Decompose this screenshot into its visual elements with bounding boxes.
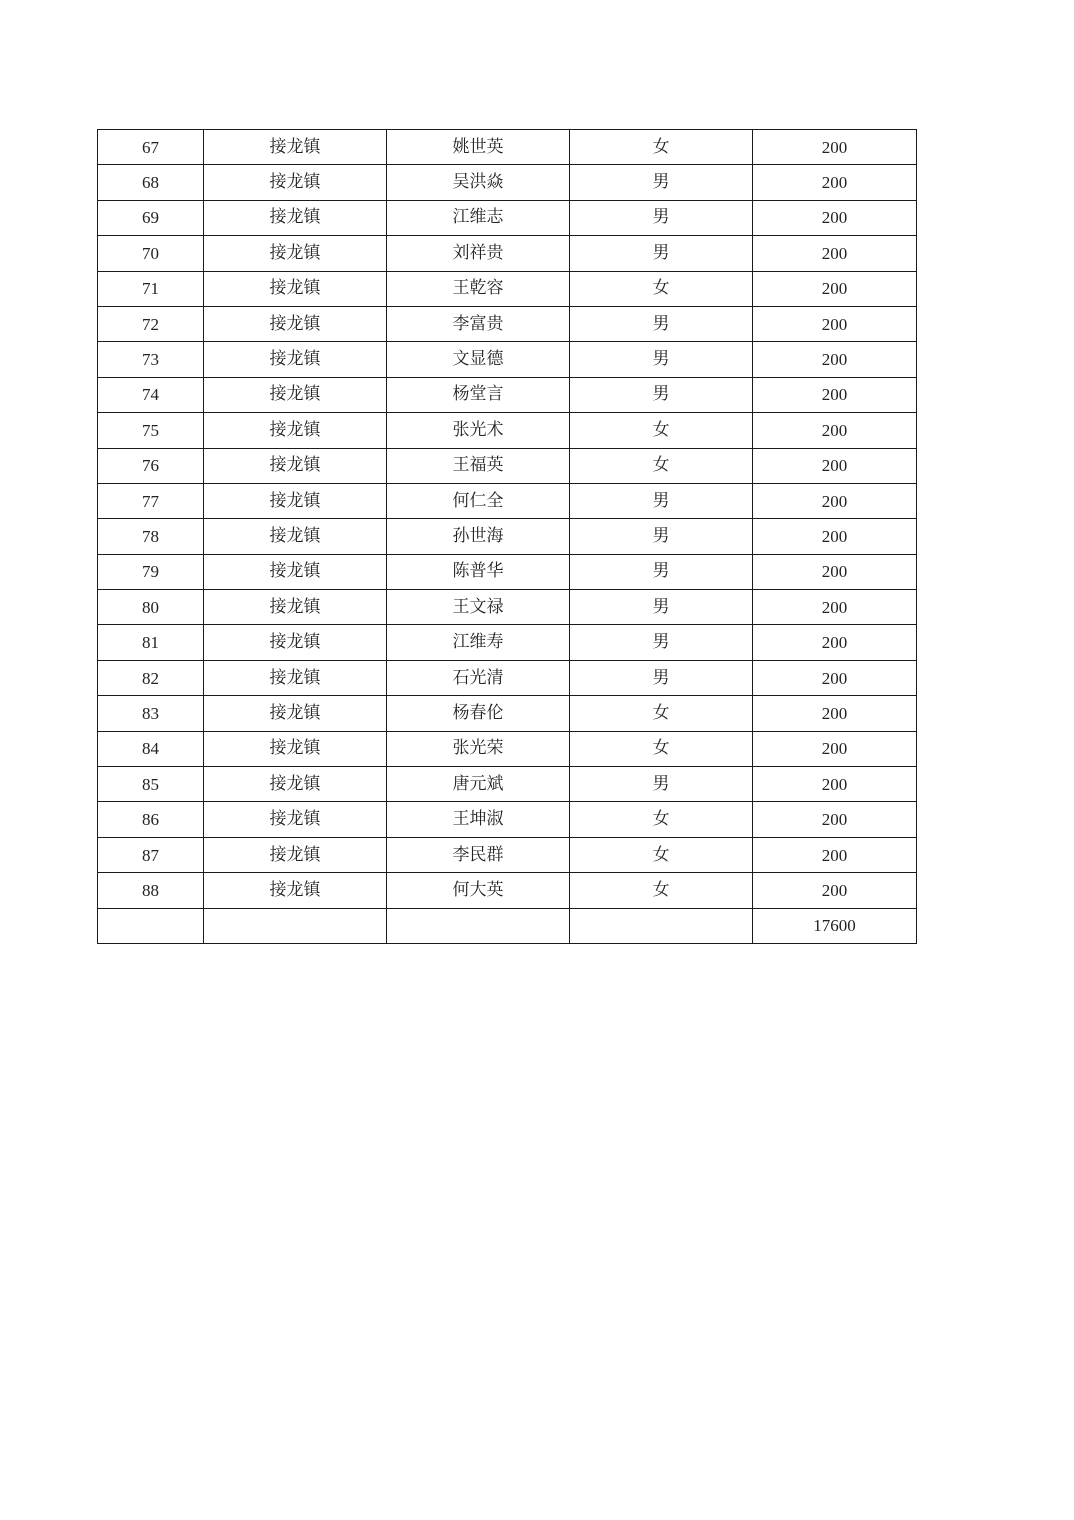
table-row	[98, 590, 917, 625]
table-row	[98, 413, 917, 448]
table-row	[98, 696, 917, 731]
row-number-cell: 84	[98, 731, 204, 766]
amount-cell: 200	[753, 165, 917, 200]
table-row	[98, 731, 917, 766]
person-name-cell: 唐元斌	[387, 767, 570, 802]
table-row	[98, 660, 917, 695]
person-name-cell: 杨春伦	[387, 696, 570, 731]
row-number-cell: 87	[98, 837, 204, 872]
town-cell: 接龙镇	[204, 696, 387, 731]
person-name-cell: 何大英	[387, 873, 570, 908]
town-cell: 接龙镇	[204, 483, 387, 518]
table-row	[98, 837, 917, 872]
total-town-cell	[204, 908, 387, 943]
town-cell: 接龙镇	[204, 767, 387, 802]
town-cell: 接龙镇	[204, 660, 387, 695]
town-cell: 接龙镇	[204, 200, 387, 235]
gender-cell: 女	[570, 837, 753, 872]
amount-cell: 200	[753, 448, 917, 483]
person-name-cell: 孙世海	[387, 519, 570, 554]
amount-cell: 200	[753, 130, 917, 165]
person-name-cell: 王坤淑	[387, 802, 570, 837]
amount-cell: 200	[753, 554, 917, 589]
table-row	[98, 236, 917, 271]
table-row	[98, 554, 917, 589]
town-cell: 接龙镇	[204, 590, 387, 625]
gender-cell: 女	[570, 873, 753, 908]
row-number-cell: 88	[98, 873, 204, 908]
town-cell: 接龙镇	[204, 342, 387, 377]
table-body	[98, 130, 917, 944]
amount-cell: 200	[753, 377, 917, 412]
table-row	[98, 200, 917, 235]
table-row	[98, 306, 917, 341]
amount-cell: 200	[753, 802, 917, 837]
gender-cell: 男	[570, 483, 753, 518]
amount-cell: 200	[753, 483, 917, 518]
table-row	[98, 271, 917, 306]
amount-cell: 200	[753, 767, 917, 802]
amount-cell: 200	[753, 200, 917, 235]
town-cell: 接龙镇	[204, 377, 387, 412]
person-name-cell: 王文禄	[387, 590, 570, 625]
gender-cell: 男	[570, 519, 753, 554]
town-cell: 接龙镇	[204, 873, 387, 908]
town-cell: 接龙镇	[204, 271, 387, 306]
gender-cell: 男	[570, 590, 753, 625]
gender-cell: 男	[570, 660, 753, 695]
row-number-cell: 72	[98, 306, 204, 341]
person-name-cell: 李富贵	[387, 306, 570, 341]
gender-cell: 女	[570, 130, 753, 165]
person-name-cell: 杨堂言	[387, 377, 570, 412]
row-number-cell: 86	[98, 802, 204, 837]
person-name-cell: 王福英	[387, 448, 570, 483]
town-cell: 接龙镇	[204, 413, 387, 448]
person-name-cell: 文显德	[387, 342, 570, 377]
town-cell: 接龙镇	[204, 165, 387, 200]
table-row	[98, 483, 917, 518]
total-gender-cell	[570, 908, 753, 943]
person-name-cell: 刘祥贵	[387, 236, 570, 271]
gender-cell: 女	[570, 696, 753, 731]
row-number-cell: 71	[98, 271, 204, 306]
table-row	[98, 377, 917, 412]
gender-cell: 女	[570, 271, 753, 306]
gender-cell: 女	[570, 448, 753, 483]
row-number-cell: 82	[98, 660, 204, 695]
table-row	[98, 873, 917, 908]
person-name-cell: 陈普华	[387, 554, 570, 589]
row-number-cell: 70	[98, 236, 204, 271]
amount-cell: 200	[753, 660, 917, 695]
person-name-cell: 王乾容	[387, 271, 570, 306]
town-cell: 接龙镇	[204, 731, 387, 766]
gender-cell: 男	[570, 767, 753, 802]
total-row	[98, 908, 917, 943]
gender-cell: 男	[570, 625, 753, 660]
amount-cell: 200	[753, 590, 917, 625]
town-cell: 接龙镇	[204, 448, 387, 483]
person-name-cell: 江维寿	[387, 625, 570, 660]
town-cell: 接龙镇	[204, 802, 387, 837]
amount-cell: 200	[753, 271, 917, 306]
gender-cell: 男	[570, 200, 753, 235]
row-number-cell: 73	[98, 342, 204, 377]
amount-cell: 200	[753, 519, 917, 554]
row-number-cell: 85	[98, 767, 204, 802]
town-cell: 接龙镇	[204, 554, 387, 589]
row-number-cell: 80	[98, 590, 204, 625]
table-row	[98, 802, 917, 837]
amount-cell: 200	[753, 696, 917, 731]
table-row	[98, 165, 917, 200]
person-name-cell: 李民群	[387, 837, 570, 872]
gender-cell: 男	[570, 342, 753, 377]
gender-cell: 男	[570, 236, 753, 271]
row-number-cell: 81	[98, 625, 204, 660]
row-number-cell: 77	[98, 483, 204, 518]
amount-cell: 200	[753, 837, 917, 872]
town-cell: 接龙镇	[204, 236, 387, 271]
table-row	[98, 130, 917, 165]
amount-cell: 200	[753, 236, 917, 271]
amount-cell: 200	[753, 342, 917, 377]
town-cell: 接龙镇	[204, 130, 387, 165]
gender-cell: 男	[570, 306, 753, 341]
table-row	[98, 448, 917, 483]
row-number-cell: 67	[98, 130, 204, 165]
town-cell: 接龙镇	[204, 519, 387, 554]
town-cell: 接龙镇	[204, 306, 387, 341]
row-number-cell: 75	[98, 413, 204, 448]
person-name-cell: 石光清	[387, 660, 570, 695]
gender-cell: 女	[570, 731, 753, 766]
person-name-cell: 吴洪焱	[387, 165, 570, 200]
person-name-cell: 何仁全	[387, 483, 570, 518]
row-number-cell: 74	[98, 377, 204, 412]
amount-cell: 200	[753, 731, 917, 766]
gender-cell: 男	[570, 554, 753, 589]
total-name-cell	[387, 908, 570, 943]
person-name-cell: 姚世英	[387, 130, 570, 165]
amount-cell: 200	[753, 873, 917, 908]
row-number-cell: 79	[98, 554, 204, 589]
row-number-cell: 83	[98, 696, 204, 731]
person-name-cell: 江维志	[387, 200, 570, 235]
table-row	[98, 767, 917, 802]
total-amount-cell: 17600	[753, 908, 917, 943]
row-number-cell: 78	[98, 519, 204, 554]
amount-cell: 200	[753, 306, 917, 341]
table-row	[98, 342, 917, 377]
row-number-cell: 76	[98, 448, 204, 483]
row-number-cell: 69	[98, 200, 204, 235]
data-table	[97, 129, 917, 944]
gender-cell: 男	[570, 165, 753, 200]
person-name-cell: 张光荣	[387, 731, 570, 766]
row-number-cell: 68	[98, 165, 204, 200]
gender-cell: 女	[570, 413, 753, 448]
gender-cell: 男	[570, 377, 753, 412]
gender-cell: 女	[570, 802, 753, 837]
town-cell: 接龙镇	[204, 837, 387, 872]
table-row	[98, 625, 917, 660]
town-cell: 接龙镇	[204, 625, 387, 660]
amount-cell: 200	[753, 625, 917, 660]
table-row	[98, 519, 917, 554]
amount-cell: 200	[753, 413, 917, 448]
total-no-cell	[98, 908, 204, 943]
person-name-cell: 张光术	[387, 413, 570, 448]
